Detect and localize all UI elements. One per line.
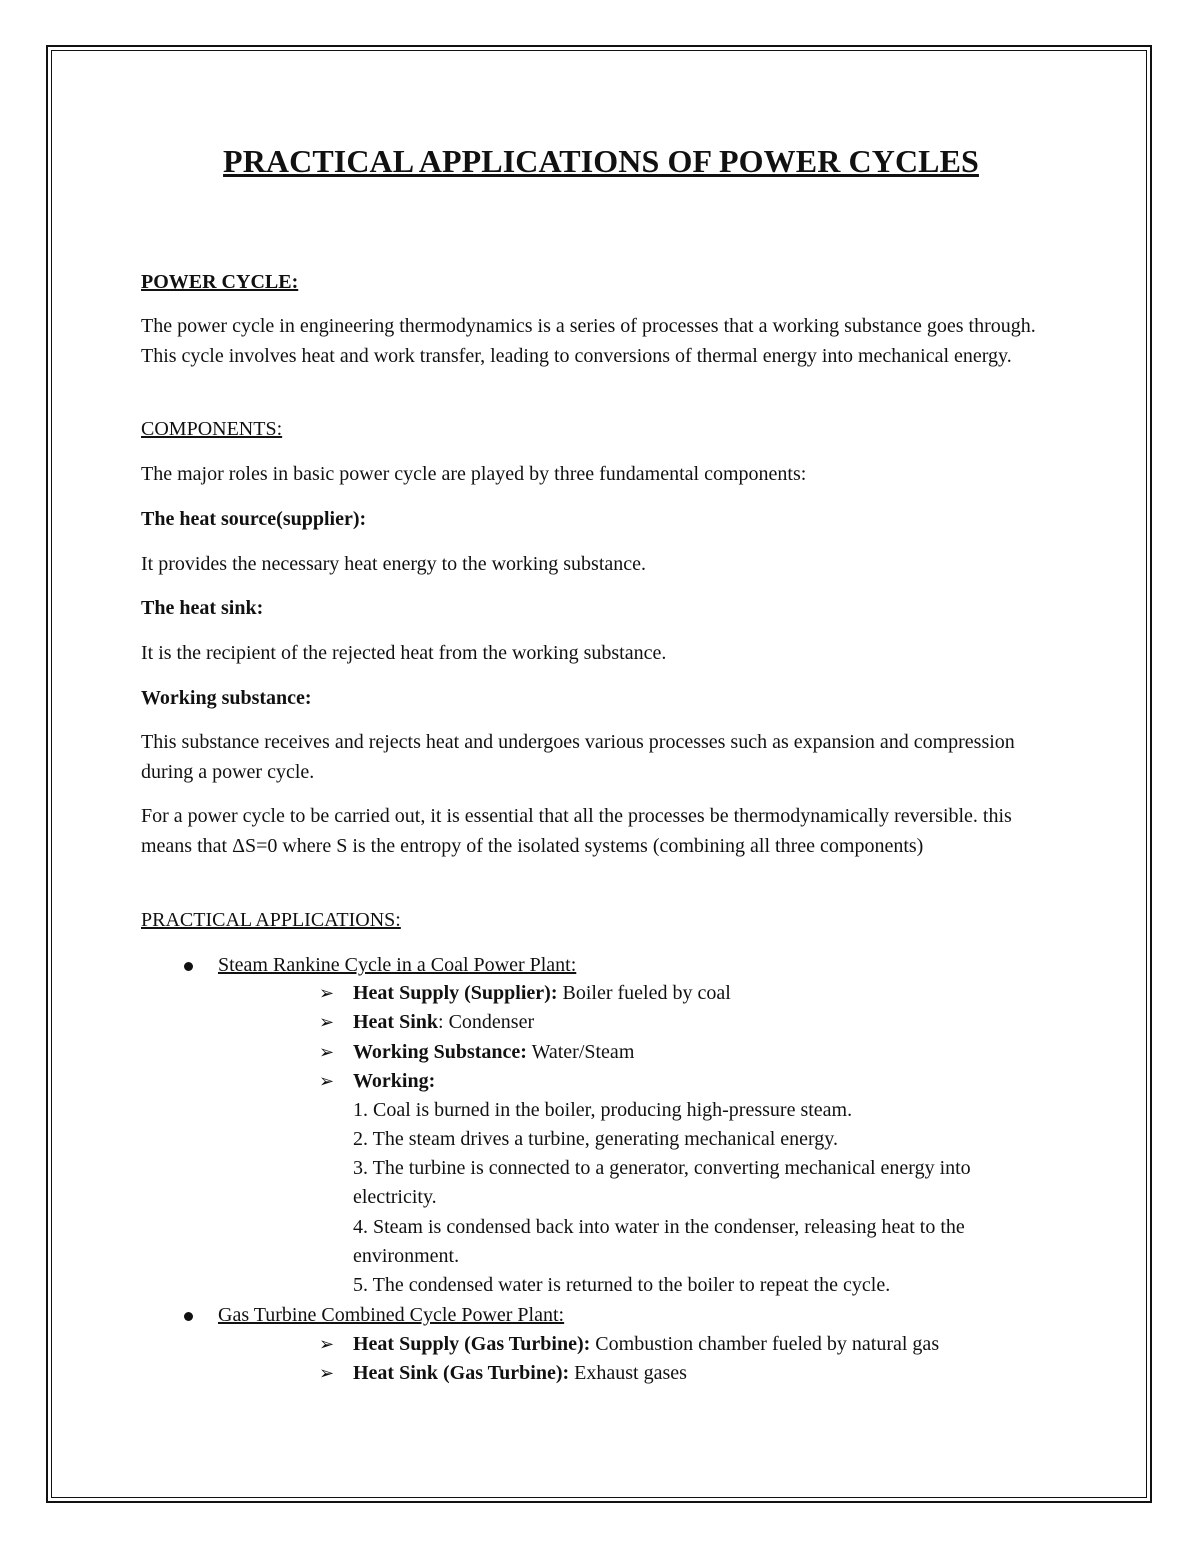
rankine-step-3: 3. The turbine is connected to a generator, converting mechanical energy into electricity. xyxy=(353,1157,971,1209)
rankine-step-4: 4. Steam is condensed back into water in the condenser, releasing heat to the environment. xyxy=(353,1216,965,1268)
heat-sink-heading-text: The heat sink: xyxy=(141,597,264,619)
heat-source-heading-text: The heat source(supplier): xyxy=(141,508,367,530)
rankine-supply-value: Boiler fueled by coal xyxy=(557,982,731,1004)
heat-source-heading xyxy=(141,505,366,533)
rankine-sink-item xyxy=(319,1008,534,1038)
gas-supply-item xyxy=(319,1330,939,1360)
applications-heading-text: PRACTICAL APPLICATIONS: xyxy=(141,909,401,931)
rankine-substance-value: Water/Steam xyxy=(526,1041,635,1063)
rankine-sink-value: : Condenser xyxy=(438,1011,535,1033)
arrowhead-bullet-icon: ➢ xyxy=(319,1334,335,1354)
components-heading xyxy=(141,415,282,443)
components-intro-text: The major roles in basic power cycle are played by three fundamental components: xyxy=(141,463,807,485)
gas-sink-label: Heat Sink (Gas Turbine): xyxy=(353,1362,570,1384)
arrowhead-bullet-icon: ➢ xyxy=(319,1042,335,1062)
rankine-supply-label: Heat Supply (Supplier): xyxy=(353,982,558,1004)
rankine-title: Steam Rankine Cycle in a Coal Power Plant: xyxy=(218,954,577,976)
rankine-working-item xyxy=(319,1067,435,1097)
gas-sink-value: Exhaust gases xyxy=(569,1362,687,1384)
working-substance-heading xyxy=(141,684,312,712)
reversible-paragraph xyxy=(141,802,1041,861)
working-substance-text xyxy=(141,728,1051,787)
components-intro xyxy=(141,460,1041,490)
heat-source-text-body: It provides the necessary heat energy to the working substance. xyxy=(141,553,647,575)
power-cycle-heading-text: POWER CYCLE: xyxy=(141,271,299,293)
arrowhead-bullet-icon: ➢ xyxy=(319,1071,335,1091)
heat-source-text xyxy=(141,550,1041,580)
power-cycle-paragraph-text: The power cycle in engineering thermodynamics is a series of processes that a working substance goes through. This cycle involves heat and work transfer, leading to conversions of thermal energy into mechanical energy. xyxy=(141,315,1036,367)
page-title: PRACTICAL APPLICATIONS OF POWER CYCLES xyxy=(223,143,979,179)
reversible-paragraph-text: For a power cycle to be carried out, it is essential that all the processes be thermodynamically reversible. this means that ΔS=0 where S is the entropy of the isolated systems (combining all three components) xyxy=(141,805,1012,857)
rankine-step-1: 1. Coal is burned in the boiler, producing high-pressure steam. xyxy=(353,1099,853,1121)
gas-sink-item xyxy=(319,1359,687,1389)
power-cycle-paragraph xyxy=(141,312,1041,371)
heat-sink-heading xyxy=(141,594,263,622)
applications-heading xyxy=(141,906,401,934)
heat-sink-text-body: It is the recipient of the rejected heat from the working substance. xyxy=(141,642,667,664)
rankine-step-2: 2. The steam drives a turbine, generating mechanical energy. xyxy=(353,1128,838,1150)
rankine-substance-item xyxy=(319,1038,634,1068)
rankine-substance-label: Working Substance: xyxy=(353,1041,527,1063)
arrowhead-bullet-icon: ➢ xyxy=(319,983,335,1003)
heat-sink-text xyxy=(141,639,1041,669)
rankine-step-5: 5. The condensed water is returned to the boiler to repeat the cycle. xyxy=(353,1274,891,1296)
power-cycle-heading xyxy=(141,268,298,296)
rankine-supply-item xyxy=(319,979,731,1009)
filled-circle-bullet-icon xyxy=(184,962,193,971)
rankine-sink-label: Heat Sink xyxy=(353,1011,439,1033)
gas-supply-value: Combustion chamber fueled by natural gas xyxy=(590,1333,940,1355)
working-substance-text-body: This substance receives and rejects heat and undergoes various processes such as expansion and compression during a power cycle. xyxy=(141,731,1015,783)
working-substance-heading-text: Working substance: xyxy=(141,687,312,709)
rankine-working-label: Working: xyxy=(353,1070,436,1092)
gas-turbine-title: Gas Turbine Combined Cycle Power Plant: xyxy=(218,1304,565,1326)
filled-circle-bullet-icon xyxy=(184,1312,193,1321)
components-heading-text: COMPONENTS: xyxy=(141,418,283,440)
arrowhead-bullet-icon: ➢ xyxy=(319,1363,335,1383)
arrowhead-bullet-icon: ➢ xyxy=(319,1012,335,1032)
gas-supply-label: Heat Supply (Gas Turbine): xyxy=(353,1333,591,1355)
